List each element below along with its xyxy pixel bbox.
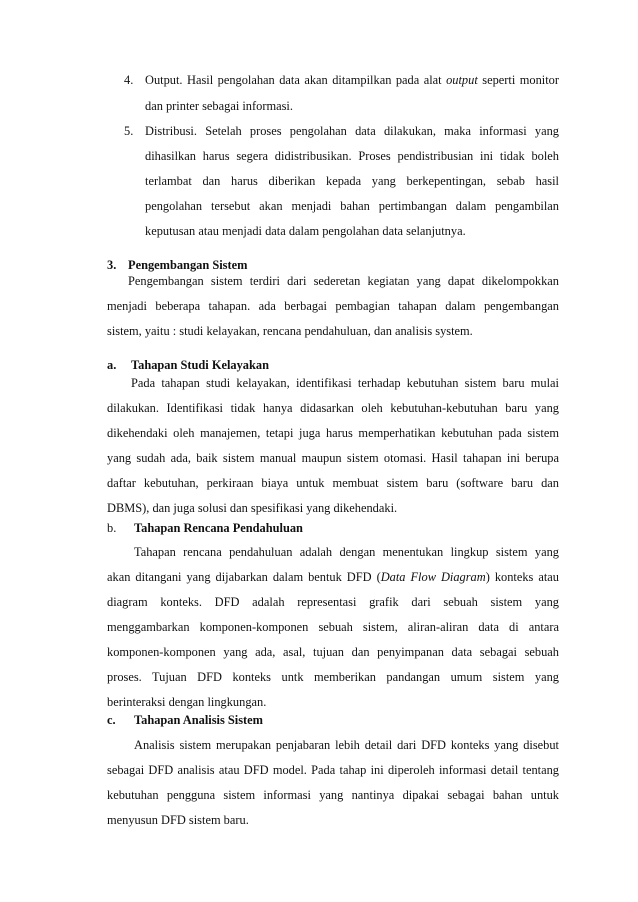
subsection-heading: Tahapan Rencana Pendahuluan xyxy=(134,521,303,535)
list-item-line: Distribusi. Setelah proses pengolahan data dilakukan, maka informasi yang xyxy=(145,124,559,138)
subsection-heading: Tahapan Studi Kelayakan xyxy=(131,358,269,372)
paragraph-line: yang sudah ada, baik sistem manual maupun sistem otomasi. Hasil tahapan ini berupa xyxy=(107,451,559,465)
paragraph-line: komponen-komponen yang ada, asal, tujuan dan penyimpanan data sebagai sebuah xyxy=(107,645,559,659)
paragraph-line: daftar kebutuhan, perkiraan biaya untuk membuat sistem baru (software baru dan xyxy=(107,476,559,490)
text-span: seperti monitor xyxy=(477,73,559,87)
paragraph-line: dilakukan. Identifikasi tidak hanya didasarkan oleh kebutuhan-kebutuhan baru yang xyxy=(107,401,559,415)
paragraph-line: kebutuhan pengguna sistem informasi yang nantinya dipakai sebagai bahan untuk xyxy=(107,788,559,802)
paragraph-line: Analisis sistem merupakan penjabaran lebih detail dari DFD konteks yang disebut xyxy=(134,738,559,752)
text-span: ) konteks atau xyxy=(485,570,559,584)
paragraph-line: Tahapan rencana pendahuluan adalah dengan menentukan lingkup sistem yang xyxy=(134,545,559,559)
paragraph-line: berinteraksi dengan lingkungan. xyxy=(107,695,267,709)
section-heading: Pengembangan Sistem xyxy=(128,258,248,272)
paragraph-line: menjadi beberapa tahapan. ada berbagai pembagian tahapan dalam pengembangan xyxy=(107,299,559,313)
section-number: 3. xyxy=(107,258,117,272)
paragraph-line: proses. Tujuan DFD konteks untk memberikan pandangan umum sistem yang xyxy=(107,670,559,684)
paragraph-line: menggambarkan komponen-komponen sebuah sistem, aliran-aliran data di antara xyxy=(107,620,559,634)
text-span: akan ditangani yang dijabarkan dalam bentuk DFD ( xyxy=(107,570,381,584)
paragraph-line: diagram konteks. DFD adalah representasi grafik dari sebuah sistem yang xyxy=(107,595,559,609)
paragraph-line: sistem, yaitu : studi kelayakan, rencana pendahuluan, dan analisis system. xyxy=(107,324,473,338)
list-number: 4. xyxy=(124,73,134,87)
list-item-line: pengolahan tersebut akan menjadi bahan pertimbangan dalam pengambilan xyxy=(145,199,559,213)
paragraph-line: DBMS), dan juga solusi dan spesifikasi yang dikehendaki. xyxy=(107,501,398,515)
paragraph-line: Pada tahapan studi kelayakan, identifikasi terhadap kebutuhan sistem baru mulai xyxy=(131,376,559,390)
italic-term: Data Flow Diagram xyxy=(380,570,486,584)
paragraph-line: dikehendaki oleh manajemen, tetapi juga harus memperhatikan kebutuhan pada sistem xyxy=(107,426,559,440)
subsection-heading: Tahapan Analisis Sistem xyxy=(134,713,264,727)
subsection-letter: c. xyxy=(107,713,116,727)
text-span: Output. Hasil pengolahan data akan ditampilkan pada alat xyxy=(145,73,447,87)
list-number: 5. xyxy=(124,124,134,138)
subsection-letter: b. xyxy=(107,521,117,535)
paragraph-line xyxy=(107,569,559,585)
paragraph-line: sebagai DFD analisis atau DFD model. Pada tahap ini diperoleh informasi detail tentang xyxy=(107,763,559,777)
list-item-line xyxy=(145,72,559,88)
subsection-letter: a. xyxy=(107,358,117,372)
list-item-line: dan printer sebagai informasi. xyxy=(145,99,293,113)
list-item-line: terlambat dan harus diberikan kepada yang berkepentingan, sebab hasil xyxy=(145,174,559,188)
italic-term: output xyxy=(446,73,478,87)
paragraph-line: menyusun DFD sistem baru. xyxy=(107,813,249,827)
list-item-line: dihasilkan harus segera didistribusikan. Proses pendistribusian ini tidak boleh xyxy=(145,149,559,163)
paragraph-line: Pengembangan sistem terdiri dari sederetan kegiatan yang dapat dikelompokkan xyxy=(128,274,559,288)
list-item-line: keputusan atau menjadi data dalam pengolahan data selanjutnya. xyxy=(145,224,466,238)
